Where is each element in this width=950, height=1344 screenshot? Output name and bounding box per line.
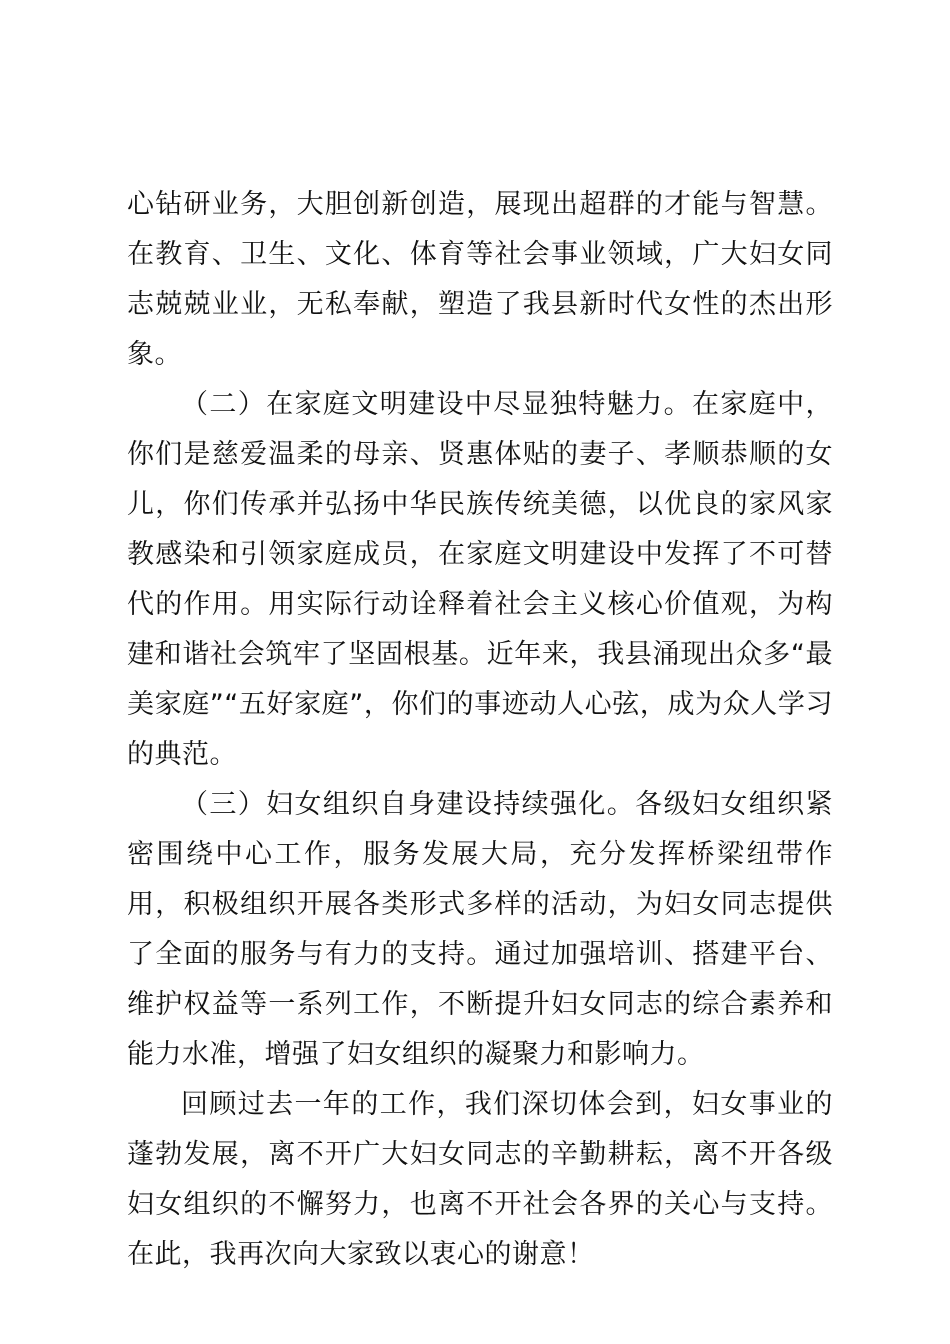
paragraph-family-civilization: （二）在家庭文明建设中尽显独特魅力。在家庭中，你们是慈爱温柔的母亲、贤惠体贴的妻子、孝顺恭顺的女儿，你们传承并弘扬中华民族传统美德，以优良的家风家教感染和引领家庭成员，在家庭文明建设中发挥了不可替代的作用。用实际行动诠释着社会主义核心价值观，为构建和谐社会筑牢了坚固根基。近年来，我县涌现出众多“最美家庭”“五好家庭”，你们的事迹动人心弦，成为众人学习的典范。 (127, 389, 833, 770)
paragraph-continuation: 心钻研业务，大胆创新创造，展现出超群的才能与智慧。在教育、卫生、文化、体育等社会事业领域，广大妇女同志兢兢业业，无私奉献，塑造了我县新时代女性的杰出形象。 (127, 189, 833, 370)
paragraph-review-summary: 回顾过去一年的工作，我们深切体会到，妇女事业的蓬勃发展，离不开广大妇女同志的辛勤耕耘，离不开各级妇女组织的不懈努力，也离不开社会各界的关心与支持。在此，我再次向大家致以衷心的谢意！ (127, 1089, 833, 1270)
paragraph-women-organization: （三）妇女组织自身建设持续强化。各级妇女组织紧密围绕中心工作，服务发展大局，充分发挥桥梁纽带作用，积极组织开展各类形式多样的活动，为妇女同志提供了全面的服务与有力的支持。通过加强培训、搭建平台、维护权益等一系列工作，不断提升妇女同志的综合素养和能力水准，增强了妇女组织的凝聚力和影响力。 (127, 789, 833, 1070)
document-body (127, 180, 833, 1280)
